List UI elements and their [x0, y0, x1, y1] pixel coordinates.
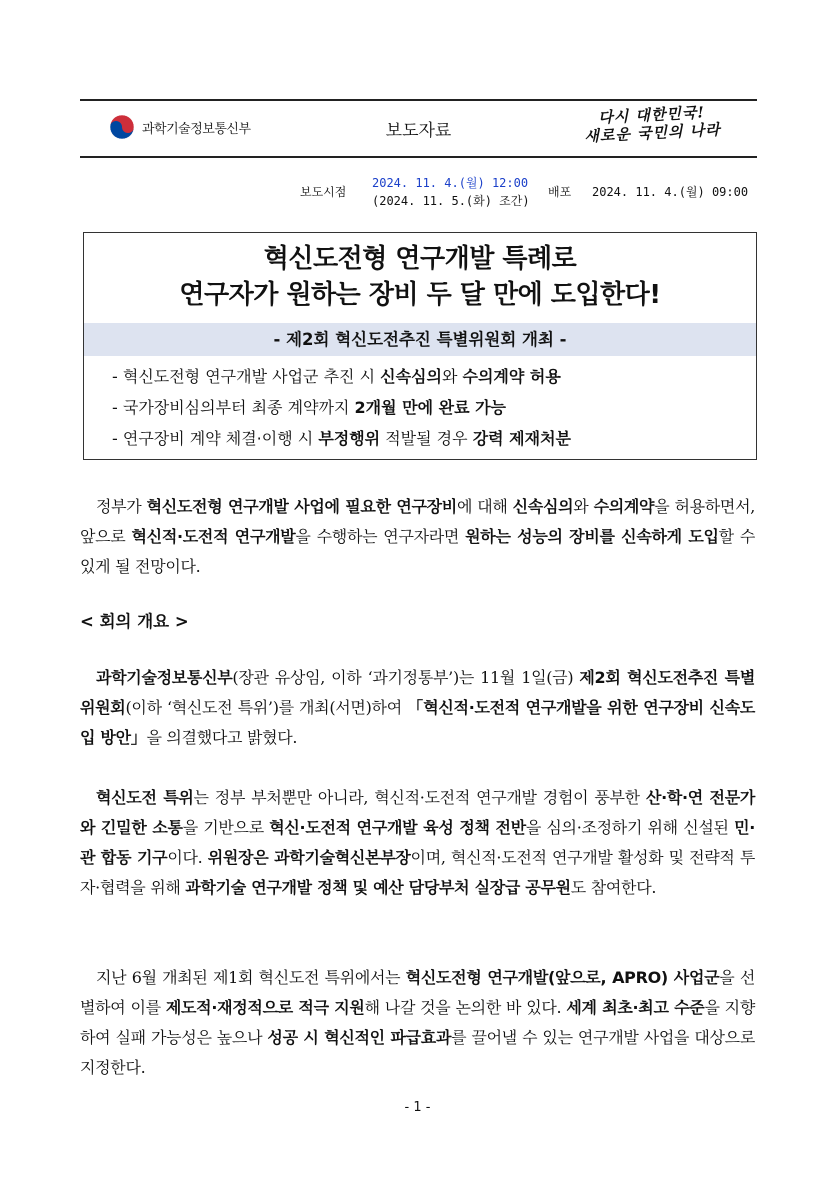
page-number: - 1 -	[404, 1100, 431, 1115]
embargo-label: 보도시점	[300, 185, 347, 199]
intro-emphasis: 혁신도전형 연구개발 사업에 필요한 연구장비	[146, 497, 457, 516]
headline	[84, 241, 756, 313]
headline-line-1: 혁신도전형 연구개발 특례로	[263, 244, 577, 274]
p1-text: 을 의결했다고 밝혔다.	[146, 728, 298, 747]
distribution-label: 배포	[548, 185, 572, 199]
bullet-text: - 국가장비심의부터 최종 계약까지	[112, 398, 355, 417]
bullet-emphasis: 강력 제재처분	[472, 429, 571, 448]
distribution-time: 2024. 11. 4.(월) 09:00	[592, 185, 749, 199]
intro-emphasis: 신속심의	[512, 497, 574, 516]
intro-emphasis: 수의계약	[593, 497, 655, 516]
bullet-emphasis: 신속심의	[380, 367, 442, 386]
p3-emphasis: 성공 시 혁신적인 파급효과	[267, 1028, 452, 1047]
p3-text: 을 지향하여 실패 가능성은 높으나	[80, 998, 755, 1047]
bullet-text: 적발될 경우	[380, 429, 473, 448]
bullet-text: - 혁신도전형 연구개발 사업군 추진 시	[112, 367, 381, 386]
intro-text: 을 수행하는 연구자라면	[295, 527, 466, 546]
p3-text: 해 나갈 것을 논의한 바 있다.	[364, 998, 567, 1017]
headline-line-2: 연구자가 원하는 장비 두 달 만에 도입한다!	[179, 280, 661, 310]
slogan-line-1: 다시 대한민국!	[597, 103, 706, 127]
intro-text: 정부가	[96, 497, 147, 516]
summary-bullet	[112, 392, 571, 423]
ministry-name: 과학기술정보통신부	[142, 121, 251, 137]
slogan-line-2: 새로운 국민의 나라	[583, 120, 722, 146]
p2-emphasis: 산·학·연 전문가와 긴밀한 소통	[80, 788, 756, 837]
bullet-emphasis: 수의계약 허용	[462, 367, 561, 386]
title-box	[83, 232, 757, 460]
intro-paragraph	[80, 492, 755, 582]
p3-text: 을 선별하여 이를	[80, 968, 755, 1017]
p3-emphasis: 세계 최초·최고 수준	[566, 998, 705, 1017]
p2-text: 을 기반으로	[182, 818, 270, 837]
p1-text: (장관 유상임, 이하 ‘과기정통부’)는 11월 1일(금)	[232, 668, 580, 687]
summary-bullet	[112, 423, 571, 454]
p1-text: (이하 ‘혁신도전 특위’)를 개최(서면)하여	[125, 698, 408, 717]
p1-emphasis: 제2회 혁신도전추진 특별위원회	[80, 668, 755, 717]
p2-emphasis: 과학기술 연구개발 정책 및 예산 담당부처 실장급 공무원	[185, 878, 571, 897]
p3-emphasis: 제도적·재정적으로 적극 지원	[165, 998, 365, 1017]
document-header	[80, 99, 757, 158]
p2-text: 도 참여한다.	[570, 878, 657, 897]
p2-text: 이다.	[167, 848, 208, 867]
intro-text: 와	[573, 497, 594, 516]
p1-emphasis: 과학기술정보통신부	[96, 668, 233, 687]
embargo-note: (2024. 11. 5.(화) 조간)	[372, 194, 530, 208]
subtitle-bar: - 제2회 혁신도전추진 특별위원회 개최 -	[84, 323, 756, 356]
bullet-emphasis: 2개월 만에 완료 가능	[354, 398, 507, 417]
p2-emphasis: 혁신도전 특위	[96, 788, 194, 807]
p2-emphasis: 위원장은 과학기술혁신본부장	[207, 848, 411, 867]
bullet-text: 와	[441, 367, 463, 386]
p2-emphasis: 혁신·도전적 연구개발 육성 정책 전반	[269, 818, 526, 837]
document-type: 보도자료	[385, 121, 452, 141]
p3-text: 를 끌어낼 수 있는 연구개발 사업을 대상으로 지정한다.	[80, 1028, 755, 1077]
p3-text: 지난 6월 개최된 제1회 혁신도전 특위에서는	[96, 968, 406, 987]
embargo-time: 2024. 11. 4.(월) 12:00	[372, 176, 529, 190]
bullet-text: - 연구장비 계약 체결·이행 시	[112, 429, 319, 448]
paragraph-3	[80, 963, 755, 1083]
paragraph-2	[80, 783, 755, 903]
intro-text: 에 대해	[456, 497, 513, 516]
summary-bullet	[112, 361, 571, 392]
p2-text: 을 심의·조정하기 위해 신설된	[525, 818, 735, 837]
intro-emphasis: 혁신적·도전적 연구개발	[131, 527, 296, 546]
p2-text: 는 정부 부처뿐만 아니라, 혁신적·도전적 연구개발 경험이 풍부한	[193, 788, 646, 807]
intro-emphasis: 원하는 성능의 장비를 신속하게 도입	[465, 527, 719, 546]
p2-emphasis: 민·관 합동 기구	[80, 818, 756, 867]
bullet-emphasis: 부정행위	[318, 429, 381, 448]
paragraph-1	[80, 663, 755, 753]
intro-text: 을 허용하면서, 앞으로	[80, 497, 756, 546]
p1-emphasis: 「혁신적·도전적 연구개발을 위한 연구장비 신속도입 방안」	[80, 698, 756, 747]
summary-bullets	[112, 361, 571, 454]
p3-emphasis: 혁신도전형 연구개발(앞으로, APRO) 사업군	[405, 968, 720, 987]
p2-text: 이며, 혁신적·도전적 연구개발 활성화 및 전략적 투자·협력을 위해	[80, 848, 755, 897]
section-heading: < 회의 개요 >	[80, 612, 189, 631]
intro-text: 할 수 있게 될 전망이다.	[80, 527, 756, 576]
